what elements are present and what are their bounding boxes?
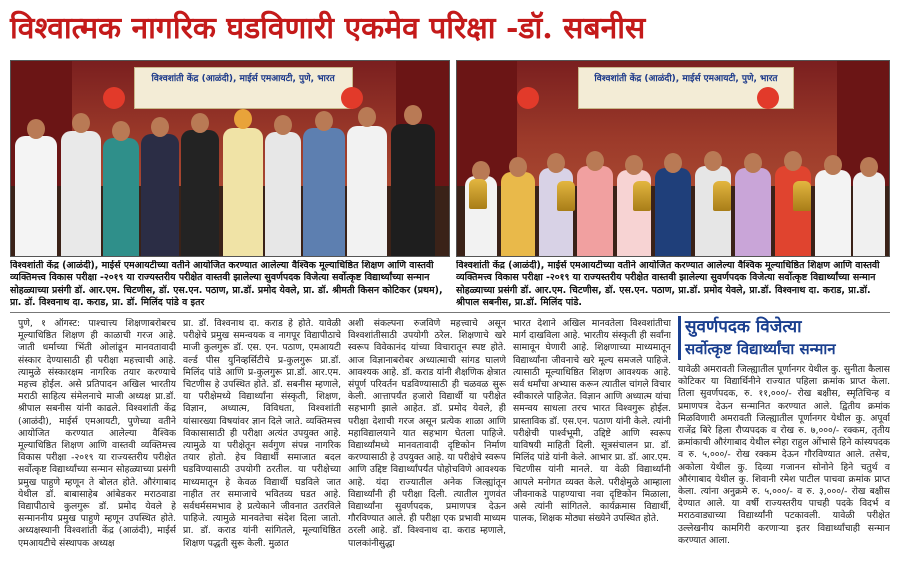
sidebar-heading-line-2: सर्वोत्कृष्ट विद्यार्थ्यांचा सन्मान xyxy=(685,340,836,358)
person-head xyxy=(625,155,643,175)
article-text: पुणे, १ ऑगस्ट: पाश्चात्त्य शिक्षणाबरोबरच मूल्याधिष्ठित शिक्षण ही काळाची गरज आहे. जाती धर्माच्या भिंती ओलांडून मानवतावादी संस्कार देण्यासाठी ही परीक्षा महत्त्वाची आहे. त्यामुळे संस्कारक्षम नागरिक तयार करण्याचे महत्त्व होईल. असे प्रतिपादन अखिल भारतीय मराठी साहित्य संमेलनाचे माजी अध्यक्ष प्रा.डॉ. श्रीपाल सबनीस यांनी काढले. विश्वशांती केंद्र (आळंदी), माईर्स एमआयटी, पुणेच्या वतीने आयोजित करण्यात आलेल्या वैश्विक मूल्याधिष्ठित शिक्षण आणि वास्तवी व्यक्तिमत्त्व विकास परीक्षा -२०१९ या राज्यस्तरीय परीक्षेत सर्वोत्कृष्ट विद्यार्थ्यांच्या सन्मान सोहळ्याच्या प्रसंगी प्रमुख पाहुणे म्हणून ते बोलत होते. औरंगाबाद येथील डॉ. बाबासाहेब आंबेडकर मराठवाडा विद्यापीठाचे कुलगुरू डॉ. प्रमोद येवले हे सन्माननीय प्रमुख पाहुणे म्हणून उपस्थित होते. अध्यक्षस्थानी विश्वशांती केंद्र (आळंदी), माईर्स एमआयटीचे संस्थापक अध्यक्ष xyxy=(18,318,176,549)
article-text: प्रा. डॉ. विश्वनाथ दा. कराड हे होते. यावेळी परीक्षेचे प्रमुख समन्वयक व नागपूर विद्यापीठाचे माजी कुलगुरू डॉ. एस. एन. पठाण, एमआयटी वर्ल्ड पीस युनिव्हर्सिटीचे प्र-कुलगुरू प्रा.डॉ. मिलिंद पांडे आणि प्र-कुलगुरू प्रा.डॉ. आर.एम. चिटणीस हे उपस्थित होते. डॉ. सबनीस म्हणाले, या परीक्षेमध्ये विद्यार्थ्यांना संस्कृती, शिक्षण, विज्ञान, अध्यात्म, विविधता, विश्वशांती यांसारख्या विषयांवर ज्ञान दिले जाते. व्यक्तिमत्त्व विकासासाठी ही परीक्षा अत्यंत उपयुक्त आहे. त्यामुळे या परीक्षेतून सर्वगुण संपन्न नागरिक तयार होतो. हेच विद्यार्थी समाजात बदल घडविण्यासाठी उपयोगी ठरतील. या परीक्षेच्या माध्यमातून हे केवळ विद्यार्थी घडविले जात नाहीत तर समाजाचे भवितव्य घडत आहे. सर्वधर्मसमभाव हे प्रत्येकाने जीवनात उतरविले पाहिजे. त्यामुळे मानवतेचा संदेश दिला जातो. प्रा. डॉ. कराड यांनी सांगितले, मूल्याधिष्ठित शिक्षण पद्धती सुरू केली. मुळात xyxy=(183,318,341,549)
person-head xyxy=(509,157,527,177)
person-head xyxy=(315,111,333,131)
article-column-3 xyxy=(348,318,506,558)
person-head xyxy=(151,117,169,137)
person-figure xyxy=(103,138,139,256)
event-photo-left xyxy=(10,60,450,257)
person-figure xyxy=(775,166,811,256)
person-figure xyxy=(223,128,263,256)
person-figure xyxy=(501,172,535,256)
person-head xyxy=(274,115,292,135)
event-photo-right xyxy=(456,60,890,257)
person-head xyxy=(112,121,130,141)
article-column-4 xyxy=(513,318,671,558)
trophy-icon xyxy=(633,181,651,211)
trophy-icon xyxy=(713,181,731,211)
person-figure xyxy=(577,166,613,256)
person-head xyxy=(234,109,252,129)
flower-decoration xyxy=(517,87,539,109)
person-figure xyxy=(735,168,771,256)
person-head xyxy=(72,113,90,133)
stage-banner: विश्वशांती केंद्र (आळंदी), माईर्स एमआयटी, पुणे, भारत xyxy=(578,67,794,109)
person-figure xyxy=(853,172,885,256)
photo-caption-left: विश्वशांती केंद्र (आळंदी), माईर्स एमआयटीच्या वतीने आयोजित करण्यात आलेल्या वैश्विक मूल्याधिष्ठित शिक्षण आणि वास्तवी व्यक्तिमत्त्व विकास परीक्षा -२०१९ या राज्यस्तरीय परीक्षेत वास्तवी झालेल्या सुवर्णपदक विजेत्या सर्वोत्कृष्ट विद्यार्थ्यांच्या सन्मान सोहळ्याच्या प्रसंगी डॉ. आर.एम. चिटणीस, डॉ. एस.एन. पठाण, प्रा.डॉ. प्रमोद येवले, प्रा. डॉ. श्रीमती किसन कोटिकर (प्रथम), प्रा. डॉ. विश्वनाथ दा. कराड, प्रा. डॉ. मिलिंद पांडे व इतर xyxy=(10,260,443,308)
person-figure xyxy=(815,170,851,256)
headline: विश्वात्मक नागरिक घडविणारी एकमेव परिक्षा -डॉ. सबनीस xyxy=(10,11,646,46)
person-head xyxy=(27,119,45,139)
divider xyxy=(10,312,890,313)
trophy-icon xyxy=(469,179,487,209)
sidebar-body: यावेळी अमरावती जिल्ह्यातील पूर्णानगर येथील कु. सुनीता कैलास कोटिकर या विद्यार्थिनीने राज्यात पहिला क्रमांक प्राप्त केला. तिला सुवर्णपदक, रु. ११,०००/- रोख बक्षीस, स्मृतिचिन्ह व प्रमाणपत्र देऊन सन्मानित करण्यात आले. द्वितीय क्रमांक मिळविणारी अमरावती जिल्ह्यातील पूर्णानगर येथील कु. अपूर्वा राजेंद्र बिरे हिला रौप्यपदक व रोख रु. ७,०००/- रक्कम, तृतीय क्रमांकाची औरंगाबाद येथील स्नेहा राहुल ओंभासे हिने कांस्यपदक व रु. ५,०००/- रोख रक्कम देऊन गौरविण्यात आले. तसेच, अकोला येथील कु. दिव्या गजानन सोनोने हिने चतुर्थ व औरंगाबाद येथील कु. शिवानी रमेश पाटील पाचवा क्रमांक प्राप्त केला. त्यांना अनुक्रमे रु. ५,०००/- व रु. ३,०००/- रोख बक्षीस देण्यात आले. या वर्षी राज्यस्तरीय पाचही पदके विदर्भ व मराठवाड्याच्या विद्यार्थ्यांनी पटकावली. यावेळी परीक्षेत उल्लेखनीय कामगिरी करणाऱ्या इतर विद्यार्थ्यांचाही सन्मान करण्यात आला. xyxy=(678,364,890,546)
person-figure xyxy=(15,136,57,256)
person-head xyxy=(704,151,722,171)
person-figure xyxy=(347,126,387,256)
flower-decoration xyxy=(341,87,363,109)
person-head xyxy=(744,153,762,173)
person-head xyxy=(191,113,209,133)
person-head xyxy=(358,107,376,127)
person-head xyxy=(547,153,565,173)
flower-decoration xyxy=(757,87,779,109)
article-column-1 xyxy=(18,318,176,558)
article-text: अशी संकल्पना रुजविणे महत्त्वाचे असून विश्वशांतीसाठी उपयोगी ठरेल. शिक्षणाचे खरे स्वरूप विवेकानंद यांच्या विचारातून स्पष्ट होते. आज विज्ञानाबरोबर अध्यात्माची सांगड घालणे आवश्यक आहे. डॉ. कराड यांनी शैक्षणिक क्षेत्रात संपूर्ण परिवर्तन घडविण्यासाठी ही चळवळ सुरू केली. आत्तापर्यंत हजारो विद्यार्थी या परीक्षेत सहभागी झाले आहेत. डॉ. प्रमोद येवले, ही परीक्षा देशाची गरज असून प्रत्येक शाळा आणि महाविद्यालयाने यात सहभाग घेतला पाहिजे. विद्यार्थ्यांमध्ये मानवतावादी दृष्टिकोन निर्माण करण्यासाठी हे उपयुक्त आहे. या परीक्षेचे स्वरूप आणि उद्दिष्ट विद्यार्थ्यांपर्यंत पोहोचविणे आवश्यक आहे. यंदा राज्यातील अनेक जिल्ह्यांतून विद्यार्थ्यांनी ही परीक्षा दिली. त्यातील गुणवंत विद्यार्थ्यांना सुवर्णपदक, प्रमाणपत्र देऊन गौरविण्यात आले. ही परीक्षा एक प्रभावी माध्यम ठरली आहे. डॉ. विश्वनाथ दा. कराड म्हणाले, पालकांनीसुद्धा xyxy=(348,318,506,549)
person-figure xyxy=(303,128,345,256)
trophy-icon xyxy=(793,181,811,211)
person-head xyxy=(664,153,682,173)
person-head xyxy=(784,151,802,171)
person-head xyxy=(586,151,604,171)
person-figure xyxy=(141,134,179,256)
sidebar-story xyxy=(678,316,890,560)
person-figure xyxy=(695,166,731,256)
person-figure xyxy=(391,124,435,256)
person-head xyxy=(824,155,842,175)
photo-caption-right: विश्वशांती केंद्र (आळंदी), माईर्स एमआयटीच्या वतीने आयोजित करण्यात आलेल्या वैश्विक मूल्याधिष्ठित शिक्षण आणि वास्तवी व्यक्तिमत्त्व विकास परीक्षा -२०१९ या राज्यस्तरीय परीक्षेत वास्तवी झालेल्या सुवर्णपदक विजेत्या सर्वोत्कृष्ट विद्यार्थ्यांच्या सन्मान सोहळ्याच्या प्रसंगी डॉ. आर.एम. चिटणीस, डॉ. एस.एन. पठाण, प्रा.डॉ. प्रमोद येवले, प्रा.डॉ. विश्वनाथ दा. कराड, प्रा.डॉ. श्रीपाल सबनीस, प्रा.डॉ. मिलिंद पांडे. xyxy=(456,260,880,308)
article-column-2 xyxy=(183,318,341,558)
person-figure xyxy=(265,132,301,256)
sidebar-heading-line-1: सुवर्णपदक विजेत्या xyxy=(685,317,802,337)
flower-decoration xyxy=(103,87,125,109)
person-figure xyxy=(181,130,219,256)
trophy-icon xyxy=(557,181,575,211)
sidebar-heading xyxy=(678,316,890,360)
person-head xyxy=(404,105,422,125)
person-figure xyxy=(655,168,691,256)
person-figure xyxy=(61,131,101,256)
person-head xyxy=(860,157,878,177)
stage-banner: विश्वशांती केंद्र (आळंदी), माईर्स एमआयटी, पुणे, भारत xyxy=(134,67,353,109)
person-head xyxy=(472,161,490,181)
article-text: भारत देशाने अखिल मानवतेला विश्वशांतीचा मार्ग दाखविला आहे. भारतीय संस्कृती ही सर्वांना सामावून घेणारी आहे. शिक्षणाच्या माध्यमातून विद्यार्थ्यांना जीवनाचे खरे मूल्य समजले पाहिजे. त्यासाठी मूल्याधिष्ठित शिक्षण आवश्यक आहे. सर्व धर्मांचा अभ्यास करून त्यातील चांगले विचार स्वीकारले पाहिजेत. विज्ञान आणि अध्यात्म यांचा समन्वय साधला तरच भारत विश्वगुरू होईल. प्रास्ताविक डॉ. एस.एन. पठाण यांनी केले. त्यांनी परीक्षेची पार्श्वभूमी, उद्दिष्टे आणि स्वरूप याविषयी माहिती दिली. सूत्रसंचालन प्रा. डॉ. मिलिंद पांडे यांनी केले. आभार प्रा. डॉ. आर.एम. चिटणीस यांनी मानले. या वेळी विद्यार्थ्यांनी आपले मनोगत व्यक्त केले. परीक्षेमुळे आम्हाला जीवनाकडे पाहण्याचा नवा दृष्टिकोन मिळाला, असे त्यांनी सांगितले. कार्यक्रमास विद्यार्थी, पालक, शिक्षक मोठ्या संख्येने उपस्थित होते. xyxy=(513,318,671,525)
